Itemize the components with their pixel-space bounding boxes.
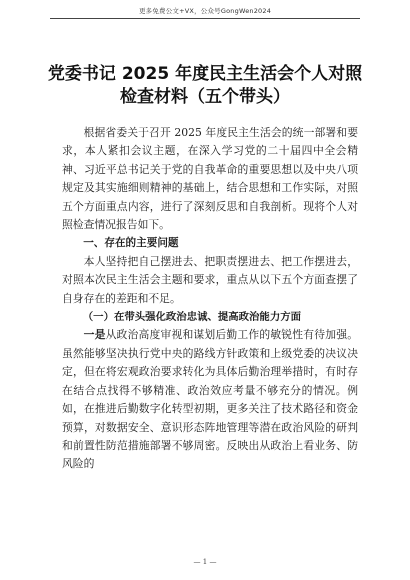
- title-line-1: 党委书记 2025 年度民主生活会个人对照: [47, 64, 363, 84]
- intro-paragraph: 根据省委关于召开 2025 年度民主生活会的统一部署和要求，本人紧扣会议主题，在深入学习党的二十届四中全会精神、习近平总书记关于党的自我革命的重要思想以及中央八项规定及其实施细则精神的基础上，结合思想和工作实际，对照五个方面重点内容，进行了深刻反思和自我剖析。现将个人对照检查情况报告如下。: [62, 126, 358, 232]
- item-lead: 一是: [83, 328, 106, 342]
- title-line-2: 检查材料（五个带头）: [120, 87, 290, 107]
- page-number: — 1 —: [193, 558, 217, 566]
- document-title: [30, 63, 380, 109]
- header-divider: [50, 18, 360, 19]
- subsection-paragraph: [62, 326, 358, 473]
- subsection-heading-political-loyalty: （一）在带头强化政治忠诚、提高政治能力方面: [82, 311, 301, 324]
- page-header: 更多免费公文+VX，公众号GongWen2024: [138, 7, 272, 15]
- section-paragraph: 本人坚持把自己摆进去、把职责摆进去、把工作摆进去，对照本次民主生活会主题和要求，重点从以下五个方面查摆了自身存在的差距和不足。: [62, 254, 358, 305]
- section-heading-problems: 一、存在的主要问题: [83, 237, 179, 250]
- document-body: [62, 124, 358, 474]
- item-text: 从政治高度审视和谋划后勤工作的敏锐性有待加强。虽然能够坚决执行党中央的路线方针政策和上级党委的决议决定，但在将宏观政治要求转化为具体后勤治理举措时，有时存在结合点找得不够精准、政治效应考量不够充分的情况。例如，在推进后勤数字化转型初期，更多关注了技术路径和资金预算，对数据安全、意识形态阵地管理等潜在政治风险的研判和前置性防范措施部署不够周密。反映出从政治上看业务、防风险的: [62, 328, 358, 471]
